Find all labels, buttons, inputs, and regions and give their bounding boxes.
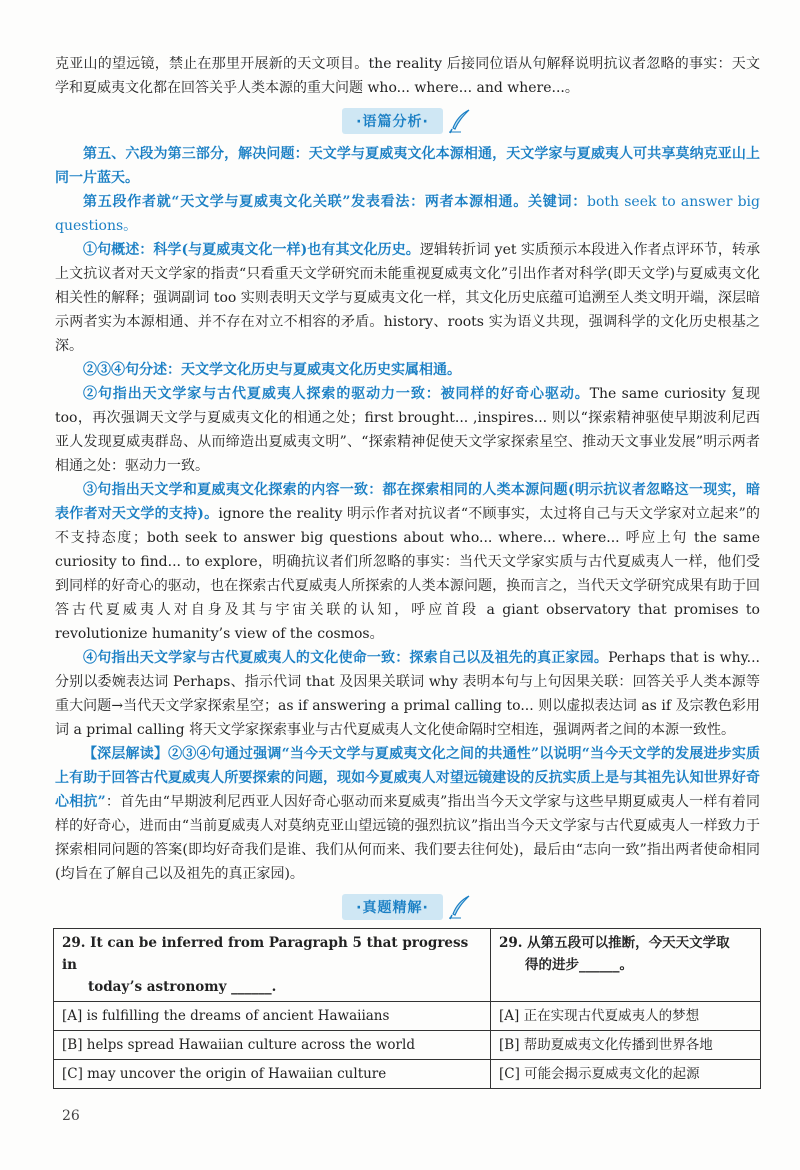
- section-banner-analysis: [55, 108, 760, 134]
- option-a-zh: [A] 正在实现古代夏威夷人的梦想: [491, 1002, 761, 1031]
- intro-paragraph: 克亚山的望远镜，禁止在那里开展新的天文项目。the reality 后接同位语从句解释说明抗议者忽略的事实：天文学和夏威夷文化都在回答关乎人类本源的重大问题 who... where... and where...。: [55, 56, 760, 96]
- option-b-zh: [B] 帮助夏威夷文化传播到世界各地: [491, 1031, 761, 1060]
- analysis-sentences234: ②③④句分述：天文学文化历史与夏威夷文化历史实属相通。: [83, 362, 461, 378]
- quill-icon: [447, 108, 473, 134]
- analysis-para5-heading: 第五段作者就“天文学与夏威夷文化关联”发表看法：两者本源相通。关键词：: [83, 194, 587, 210]
- question-stem-zh-line1: 29. 从第五段可以推断，今天天文学取: [499, 935, 730, 951]
- analysis-sentence2-text: The same curiosity 复现 too，再次强调天文学与夏威夷文化的相通之处；first brought... ,inspires... 则以“探索精神驱使早期波利尼西亚人发现夏威夷群岛、从而缔造出夏威夷文明”、“探索精神促使天文学家探索星空、推动天文事业发展”明示两者相通之处：驱动力一致。: [55, 386, 760, 474]
- banner-label: ·真题精解·: [342, 894, 443, 920]
- option-b-en: [B] helps spread Hawaiian culture across the world: [54, 1031, 491, 1060]
- option-row: [54, 1060, 761, 1089]
- analysis-para5-intro: [55, 190, 760, 238]
- analysis-keyword: both seek to answer big questions。: [55, 194, 760, 234]
- analysis-sentence4: [55, 646, 760, 742]
- option-c-zh: [C] 可能会揭示夏威夷文化的起源: [491, 1060, 761, 1089]
- deep-reading-heading: ②③④句通过强调“当今天文学与夏威夷文化之间的共通性”以说明“当今天文学的发展进步实质上有助于回答古代夏威夷人所要探索的问题，现如今夏威夷人对望远镜建设的反抗实质上是与其祖先认知世界好奇心相抗”: [55, 746, 761, 810]
- option-a-en: [A] is fulfilling the dreams of ancient Hawaiians: [54, 1002, 491, 1031]
- option-row: [54, 1031, 761, 1060]
- question-stem-zh-line2: 得的进步______。: [525, 957, 633, 973]
- analysis-sentence3-heading: ③句指出天文学和夏威夷文化探索的内容一致：都在探索相同的人类本源问题(明示抗议者忽略这一现实，暗表作者对天文学的支持)。: [55, 482, 760, 522]
- banner-label: ·语篇分析·: [342, 108, 443, 134]
- analysis-sentence3: [55, 478, 760, 646]
- analysis-sentence2: [55, 382, 760, 478]
- analysis-sentence3-text: ignore the reality 明示作者对抗议者“不顾事实，太过将自己与天文学家对立起来”的不支持态度；both seek to answer big questions about who... where... where... 呼应上句 the same curiosity to find... to explore，明确抗议者们所忽略的事实：当代天文学家实质与古代夏威夷人一样，他们受到同样的好奇心的驱动，也在探索古代夏威夷人所探索的人类本源问题，换而言之，当代天文学研究成果有助于回答古代夏威夷人对自身及其与宇宙关联的认知，呼应首段 a giant observatory that promises to revolutionize humanity’s view of the cosmos。: [55, 506, 760, 642]
- page-content: [55, 52, 760, 1089]
- analysis-sentence2-heading: ②句指出天文学家与古代夏威夷人探索的驱动力一致：被同样的好奇心驱动。: [83, 386, 590, 402]
- deep-reading: [55, 742, 760, 886]
- quill-icon: [447, 894, 473, 920]
- analysis-sentence1-heading: ①句概述：科学(与夏威夷文化一样)也有其文化历史。: [83, 242, 420, 258]
- option-row: [54, 1002, 761, 1031]
- question-stem-zh: [491, 929, 761, 1002]
- analysis-sentence4-heading: ④句指出天文学家与古代夏威夷人的文化使命一致：探索自己以及祖先的真正家园。: [83, 650, 609, 666]
- analysis-sentence1-text: 逻辑转折词 yet 实质预示本段进入作者点评环节，转承上文抗议者对天文学家的指责“只看重天文学研究而未能重视夏威夷文化”引出作者对科学(即天文学)与夏威夷文化相关性的解释；强调副词 too 实则表明天文学与夏威夷文化一样，其文化历史底蕴可追溯至人类文明开端，深层暗示两者实为本源相通、并不存在对立不相容的矛盾。history、roots 实为语义共现，强调科学的文化历史根基之深。: [55, 242, 760, 354]
- analysis-overview: 第五、六段为第三部分，解决问题：天文学与夏威夷文化本源相通，天文学家与夏威夷人可共享莫纳克亚山上同一片蓝天。: [55, 146, 760, 186]
- analysis-sentence4-text: Perhaps that is why... 分别以委婉表达词 Perhaps、指示代词 that 及因果关联词 why 表明本句与上句因果关联：回答关乎人类本源等重大问题→当代天文学家探索星空；as if answering a primal calling to... 则以虚拟表达词 as if 及宗教色彩用词 a primal calling 将天文学家探索事业与古代夏威夷人文化使命隔时空相连，强调两者之间的本源一致性。: [55, 650, 760, 738]
- deep-reading-text: ：首先由“早期波利尼西亚人因好奇心驱动而来夏威夷”指出当今天文学家与这些早期夏威夷人一样有着同样的好奇心，进而由“当前夏威夷人对莫纳克亚山望远镜的强烈抗议”指出当今天文学家与古代夏威夷人一样致力于探索相同问题的答案(即均好奇我们是谁、我们从何而来、我们要去往何处)，最后由“志向一致”指出两者使命相同(均旨在了解自己以及祖先的真正家园)。: [55, 794, 761, 882]
- section-banner-questions: [55, 894, 760, 920]
- page-number: 26: [62, 1108, 80, 1124]
- deep-reading-tag: 【深层解读】: [83, 746, 169, 762]
- question-table: [53, 928, 761, 1089]
- question-row: [54, 929, 761, 1002]
- option-c-en: [C] may uncover the origin of Hawaiian culture: [54, 1060, 491, 1089]
- question-stem-en: [54, 929, 491, 1002]
- question-stem-en-line2: today’s astronomy ______.: [88, 979, 277, 995]
- question-stem-en-line1: 29. It can be inferred from Paragraph 5 that progress in: [62, 935, 469, 973]
- analysis-sentence1: [55, 238, 760, 358]
